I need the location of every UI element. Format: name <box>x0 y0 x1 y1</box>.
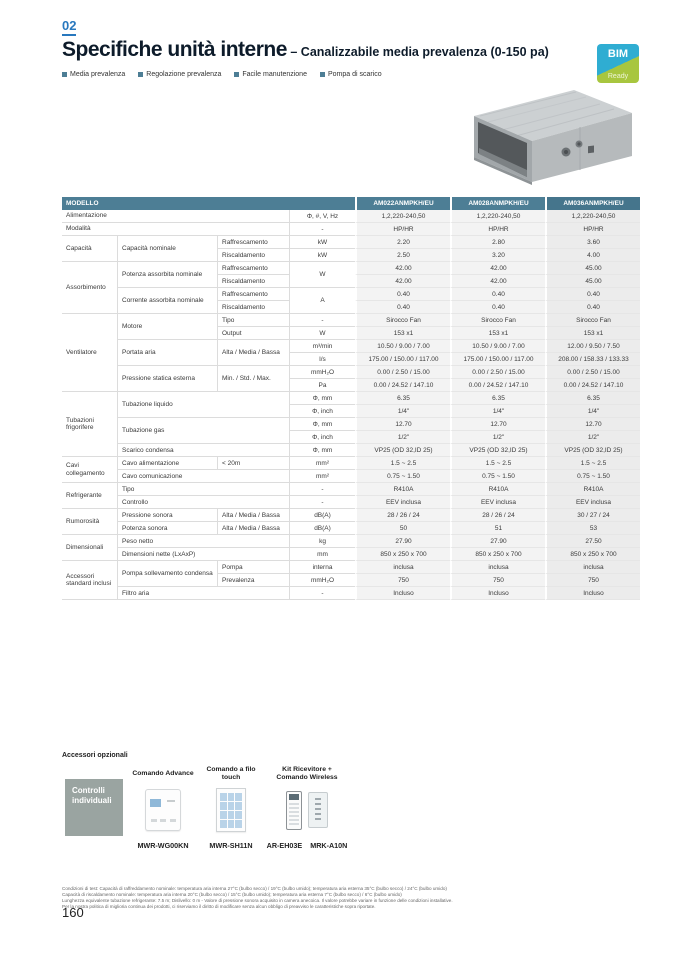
table-cell: 1.5 ~ 2.5 <box>545 457 640 470</box>
table-cell: 12.70 <box>355 418 450 431</box>
accessory-name: Kit Ricevitore + Comando Wireless <box>276 765 338 781</box>
table-cell: 28 / 26 / 24 <box>355 509 450 522</box>
table-header-modello: MODELLO <box>62 197 355 210</box>
table-cell: R410A <box>545 483 640 496</box>
table-row <box>62 470 640 483</box>
table-cell: Φ, mm <box>290 392 355 405</box>
table-cell: 6.35 <box>450 392 545 405</box>
table-cell: HP/HR <box>450 223 545 236</box>
accessories-category-box: Controlli individuali <box>65 779 123 836</box>
table-cell: 0.00 / 2.50 / 15.00 <box>450 366 545 379</box>
accessory-group-touch <box>198 766 264 850</box>
table-cell: 0.40 <box>450 288 545 301</box>
accessories-section-title: Accessori opzionali <box>62 752 128 759</box>
table-cell: 0.75 ~ 1.50 <box>450 470 545 483</box>
table-cell: Incluso <box>450 587 545 600</box>
accessory-model: AR-EH03E <box>266 841 303 850</box>
table-row <box>62 561 640 574</box>
table-cell: - <box>290 587 355 600</box>
table-cell: 1,2,220-240,50 <box>545 210 640 223</box>
table-cell: Raffrescamento <box>218 262 290 275</box>
table-cell: Φ, inch <box>290 431 355 444</box>
table-row <box>62 496 640 509</box>
table-cell: 28 / 26 / 24 <box>450 509 545 522</box>
table-cell: 1/2" <box>545 431 640 444</box>
table-row <box>62 457 640 470</box>
table-cell: EEV inclusa <box>450 496 545 509</box>
accessory-model: MWR-SH11N <box>209 841 253 850</box>
table-cell: 0.40 <box>450 301 545 314</box>
accessory-name: Comando Advance <box>132 769 194 777</box>
table-cell: 27.90 <box>450 535 545 548</box>
table-cell: mmH₂O <box>290 574 355 587</box>
table-cell: 2.20 <box>355 236 450 249</box>
table-cell: Riscaldamento <box>218 275 290 288</box>
footnote-line: Per la nostra politica di miglioria continua dei prodotti, ci riserviamo il diritto di modificare senza alcun obbligo di preavviso le caratteristiche sopra riportate. <box>62 903 376 909</box>
table-cell: 1/4" <box>450 405 545 418</box>
table-cell: 850 x 250 x 700 <box>355 548 450 561</box>
table-cell: Alta / Media / Bassa <box>218 522 290 535</box>
feature-label: Facile manutenzione <box>242 71 307 78</box>
table-cell: 12.70 <box>545 418 640 431</box>
table-cell: 2.50 <box>355 249 450 262</box>
table-cell: 0.40 <box>545 288 640 301</box>
table-cell: 750 <box>545 574 640 587</box>
page-title <box>62 38 549 62</box>
table-cell: 2.80 <box>450 236 545 249</box>
table-cell: Tubazione gas <box>118 418 290 444</box>
table-cell: Capacità nominale <box>118 236 218 262</box>
footnote-line: Lunghezza equivalente tubazione refrigerante: 7.5 m; Dislivello: 0 m - Valore di pressione sonora acquisito in camera anecoica. Il valore potrebbe variare in funzione delle condizioni installative. <box>62 897 453 903</box>
table-cell: Controllo <box>118 496 290 509</box>
table-cell: Pressione statica esterna <box>118 366 218 392</box>
table-cell: 750 <box>450 574 545 587</box>
table-cell: mm² <box>290 470 355 483</box>
remote-touch-buttons <box>220 793 242 828</box>
table-cell: Min. / Std. / Max. <box>218 366 290 392</box>
model-column-header: AM022ANMPKH/EU <box>355 197 450 210</box>
footnote-line: Condizioni di test: Capacità di raffreddamento nominale: temperatura aria interna 27°C (bulbo secco) / 19°C (bulbo umido); temperatura aria esterna 35°C (bulbo secco) / 24°C (bulbo umido) <box>62 886 447 891</box>
table-cell: - <box>290 314 355 327</box>
accessory-images <box>216 785 246 835</box>
accessory-images <box>145 785 181 835</box>
table-cell: Tipo <box>118 483 290 496</box>
feature-tag <box>62 71 125 78</box>
table-cell: 175.00 / 150.00 / 117.00 <box>450 353 545 366</box>
remote-screen <box>289 794 299 800</box>
table-cell: Alimentazione <box>62 210 290 223</box>
table-cell: 1/4" <box>355 405 450 418</box>
table-cell: R410A <box>450 483 545 496</box>
table-cell: Filtro aria <box>118 587 290 600</box>
table-cell: 10.50 / 9.00 / 7.00 <box>355 340 450 353</box>
wireless-remote-image <box>286 791 302 830</box>
table-cell: kW <box>290 236 355 249</box>
table-cell: W <box>290 262 355 288</box>
table-cell: 42.00 <box>450 262 545 275</box>
table-cell: Φ, mm <box>290 418 355 431</box>
table-cell: Riscaldamento <box>218 249 290 262</box>
table-cell: VP25 (OD 32,ID 25) <box>355 444 450 457</box>
section-number: 02 <box>62 18 76 36</box>
table-cell: Sirocco Fan <box>545 314 640 327</box>
table-cell: - <box>290 223 355 236</box>
table-cell: 0.75 ~ 1.50 <box>545 470 640 483</box>
remote-button <box>170 819 176 822</box>
feature-tag <box>138 71 221 78</box>
table-row <box>62 483 640 496</box>
table-cell: 0.40 <box>355 288 450 301</box>
table-cell: mmH₂O <box>290 366 355 379</box>
table-cell: Prevalenza <box>218 574 290 587</box>
feature-square-icon <box>234 72 239 77</box>
accessory-name: Comando a filo touch <box>206 765 256 781</box>
table-row <box>62 314 640 327</box>
table-row <box>62 548 640 561</box>
table-cell: EEV inclusa <box>355 496 450 509</box>
table-row <box>62 444 640 457</box>
feature-square-icon <box>138 72 143 77</box>
table-cell: mm <box>290 548 355 561</box>
remote-button <box>151 819 157 822</box>
table-row <box>62 535 640 548</box>
table-header-row <box>62 197 640 210</box>
table-cell: R410A <box>355 483 450 496</box>
table-cell: 1,2,220-240,50 <box>355 210 450 223</box>
remote-button <box>167 800 175 802</box>
table-cell: Tubazione liquido <box>118 392 290 418</box>
table-cell: Rumorosità <box>62 509 118 535</box>
table-cell: Portata aria <box>118 340 218 366</box>
table-cell: 3.60 <box>545 236 640 249</box>
table-cell: 3.20 <box>450 249 545 262</box>
bim-badge-bottom-label: Ready <box>607 73 629 80</box>
table-cell: 0.40 <box>545 301 640 314</box>
feature-label: Media prevalenza <box>70 71 126 78</box>
feature-tag <box>234 71 307 78</box>
model-column-header: AM036ANMPKH/EU <box>545 197 640 210</box>
table-cell: inclusa <box>545 561 640 574</box>
spec-table-body <box>62 210 640 600</box>
table-cell: 153 x1 <box>355 327 450 340</box>
bim-badge-top-label: BIM <box>607 48 629 60</box>
table-cell: 45.00 <box>545 275 640 288</box>
table-cell: Cavo alimentazione <box>118 457 218 470</box>
table-cell: 0.00 / 24.52 / 147.10 <box>545 379 640 392</box>
accessory-model: MRK-A10N <box>310 841 348 850</box>
table-cell: 12.00 / 9.50 / 7.50 <box>545 340 640 353</box>
table-cell: mm² <box>290 457 355 470</box>
table-cell: Modalità <box>62 223 290 236</box>
page-title-main: Specifiche unità interne <box>62 38 287 61</box>
table-cell: Motore <box>118 314 218 340</box>
feature-square-icon <box>62 72 67 77</box>
table-cell: m³/min <box>290 340 355 353</box>
table-cell: 0.00 / 2.50 / 15.00 <box>355 366 450 379</box>
wired-remote-touch-image <box>216 788 246 832</box>
table-cell: Raffrescamento <box>218 288 290 301</box>
table-cell: Potenza sonora <box>118 522 218 535</box>
table-cell: 0.75 ~ 1.50 <box>355 470 450 483</box>
table-cell: Accessori standard inclusi <box>62 561 118 600</box>
accessory-group-wireless-kit <box>266 766 348 850</box>
table-row <box>62 509 640 522</box>
table-cell: Alta / Media / Bassa <box>218 509 290 522</box>
table-cell: 153 x1 <box>545 327 640 340</box>
remote-button <box>160 819 166 822</box>
table-row <box>62 587 640 600</box>
page-title-sub: – Canalizzabile media prevalenza (0-150 pa) <box>286 45 549 59</box>
table-cell: 0.40 <box>355 301 450 314</box>
table-cell: - <box>290 496 355 509</box>
table-row <box>62 236 640 249</box>
table-cell: 42.00 <box>450 275 545 288</box>
table-cell: 45.00 <box>545 262 640 275</box>
table-cell: 1/4" <box>545 405 640 418</box>
table-row <box>62 522 640 535</box>
table-row <box>62 340 640 353</box>
table-cell: W <box>290 327 355 340</box>
table-cell: HP/HR <box>545 223 640 236</box>
table-row <box>62 366 640 379</box>
table-cell: 850 x 250 x 700 <box>545 548 640 561</box>
table-cell: Tipo <box>218 314 290 327</box>
table-cell: Sirocco Fan <box>355 314 450 327</box>
table-cell: 750 <box>355 574 450 587</box>
table-cell: A <box>290 288 355 314</box>
table-cell: Assorbimento <box>62 262 118 314</box>
table-cell: Pa <box>290 379 355 392</box>
table-cell: 1.5 ~ 2.5 <box>355 457 450 470</box>
table-cell: Riscaldamento <box>218 301 290 314</box>
table-cell: 1/2" <box>355 431 450 444</box>
table-cell: 42.00 <box>355 275 450 288</box>
table-cell: Cavo comunicazione <box>118 470 290 483</box>
table-cell: 53 <box>545 522 640 535</box>
table-cell: kg <box>290 535 355 548</box>
table-cell: 208.00 / 158.33 / 133.33 <box>545 353 640 366</box>
spec-table <box>62 197 640 600</box>
table-cell: Tubazioni frigorifere <box>62 392 118 457</box>
table-cell: l/s <box>290 353 355 366</box>
receiver-buttons <box>315 798 321 822</box>
table-cell: 0.00 / 2.50 / 15.00 <box>545 366 640 379</box>
page-number: 160 <box>62 905 84 920</box>
table-cell: 0.00 / 24.52 / 147.10 <box>355 379 450 392</box>
table-cell: 1.5 ~ 2.5 <box>450 457 545 470</box>
wired-remote-advance-image <box>145 789 181 831</box>
table-cell: EEV inclusa <box>545 496 640 509</box>
table-cell: Raffrescamento <box>218 236 290 249</box>
table-cell: 6.35 <box>545 392 640 405</box>
table-cell: dB(A) <box>290 522 355 535</box>
table-cell: Scarico condensa <box>118 444 290 457</box>
table-cell: Corrente assorbita nominale <box>118 288 218 314</box>
feature-label: Pompa di scarico <box>327 71 382 78</box>
table-cell: - <box>290 483 355 496</box>
table-cell: Alta / Media / Bassa <box>218 340 290 366</box>
table-cell: 27.90 <box>355 535 450 548</box>
table-cell: interna <box>290 561 355 574</box>
table-cell: inclusa <box>450 561 545 574</box>
table-cell: kW <box>290 249 355 262</box>
table-cell: 27.50 <box>545 535 640 548</box>
table-row <box>62 392 640 405</box>
table-cell: Φ, #, V, Hz <box>290 210 355 223</box>
table-row <box>62 262 640 275</box>
table-cell: Capacità <box>62 236 118 262</box>
model-column-header: AM028ANMPKH/EU <box>450 197 545 210</box>
footnotes <box>62 886 622 910</box>
table-cell: 153 x1 <box>450 327 545 340</box>
table-cell: Pompa <box>218 561 290 574</box>
ducted-unit-product-image <box>462 78 642 186</box>
table-cell: VP25 (OD 32,ID 25) <box>450 444 545 457</box>
accessory-images <box>286 785 328 835</box>
table-cell: Peso netto <box>118 535 290 548</box>
table-cell: inclusa <box>355 561 450 574</box>
feature-tag <box>320 71 382 78</box>
accessory-group-advance <box>130 766 196 850</box>
table-cell: Φ, inch <box>290 405 355 418</box>
table-cell: 6.35 <box>355 392 450 405</box>
feature-label: Regolazione prevalenza <box>146 71 222 78</box>
table-cell: 30 / 27 / 24 <box>545 509 640 522</box>
table-cell: Sirocco Fan <box>450 314 545 327</box>
table-cell: 4.00 <box>545 249 640 262</box>
table-cell: 1/2" <box>450 431 545 444</box>
table-cell: < 20m <box>218 457 290 470</box>
table-cell: Dimensionali <box>62 535 118 561</box>
table-cell: Incluso <box>355 587 450 600</box>
table-row <box>62 418 640 431</box>
remote-screen <box>150 799 161 807</box>
footnote-line: Capacità di riscaldamento nominale: temperatura aria interna 20°C (bulbo secco) / 15°C (bulbo umido); temperatura aria esterna 7°C (bulbo secco) / 6°C (bulbo umido) <box>62 891 402 897</box>
table-row <box>62 288 640 301</box>
table-cell: 12.70 <box>450 418 545 431</box>
table-cell: Ventilatore <box>62 314 118 392</box>
table-cell: dB(A) <box>290 509 355 522</box>
table-cell: 850 x 250 x 700 <box>450 548 545 561</box>
table-cell: 1,2,220-240,50 <box>450 210 545 223</box>
table-row <box>62 223 640 236</box>
receiver-unit-image <box>308 792 328 828</box>
table-cell: 0.00 / 24.52 / 147.10 <box>450 379 545 392</box>
table-cell: 42.00 <box>355 262 450 275</box>
table-cell: 50 <box>355 522 450 535</box>
feature-square-icon <box>320 72 325 77</box>
table-cell: VP25 (OD 32,ID 25) <box>545 444 640 457</box>
table-cell: 51 <box>450 522 545 535</box>
table-cell: Refrigerante <box>62 483 118 509</box>
remote-buttons <box>289 803 299 826</box>
feature-tags <box>62 71 382 78</box>
table-cell: HP/HR <box>355 223 450 236</box>
table-cell: 10.50 / 9.00 / 7.00 <box>450 340 545 353</box>
table-cell: Dimensioni nette (LxAxP) <box>118 548 290 561</box>
table-row <box>62 210 640 223</box>
table-cell: 175.00 / 150.00 / 117.00 <box>355 353 450 366</box>
table-cell: Potenza assorbita nominale <box>118 262 218 288</box>
table-cell: Cavi collegamento <box>62 457 118 483</box>
accessory-model: MWR-WG00KN <box>137 841 189 850</box>
table-cell: Pressione sonora <box>118 509 218 522</box>
table-cell: Output <box>218 327 290 340</box>
table-cell: Incluso <box>545 587 640 600</box>
table-cell: Φ, mm <box>290 444 355 457</box>
table-cell: Pompa sollevamento condensa <box>118 561 218 587</box>
